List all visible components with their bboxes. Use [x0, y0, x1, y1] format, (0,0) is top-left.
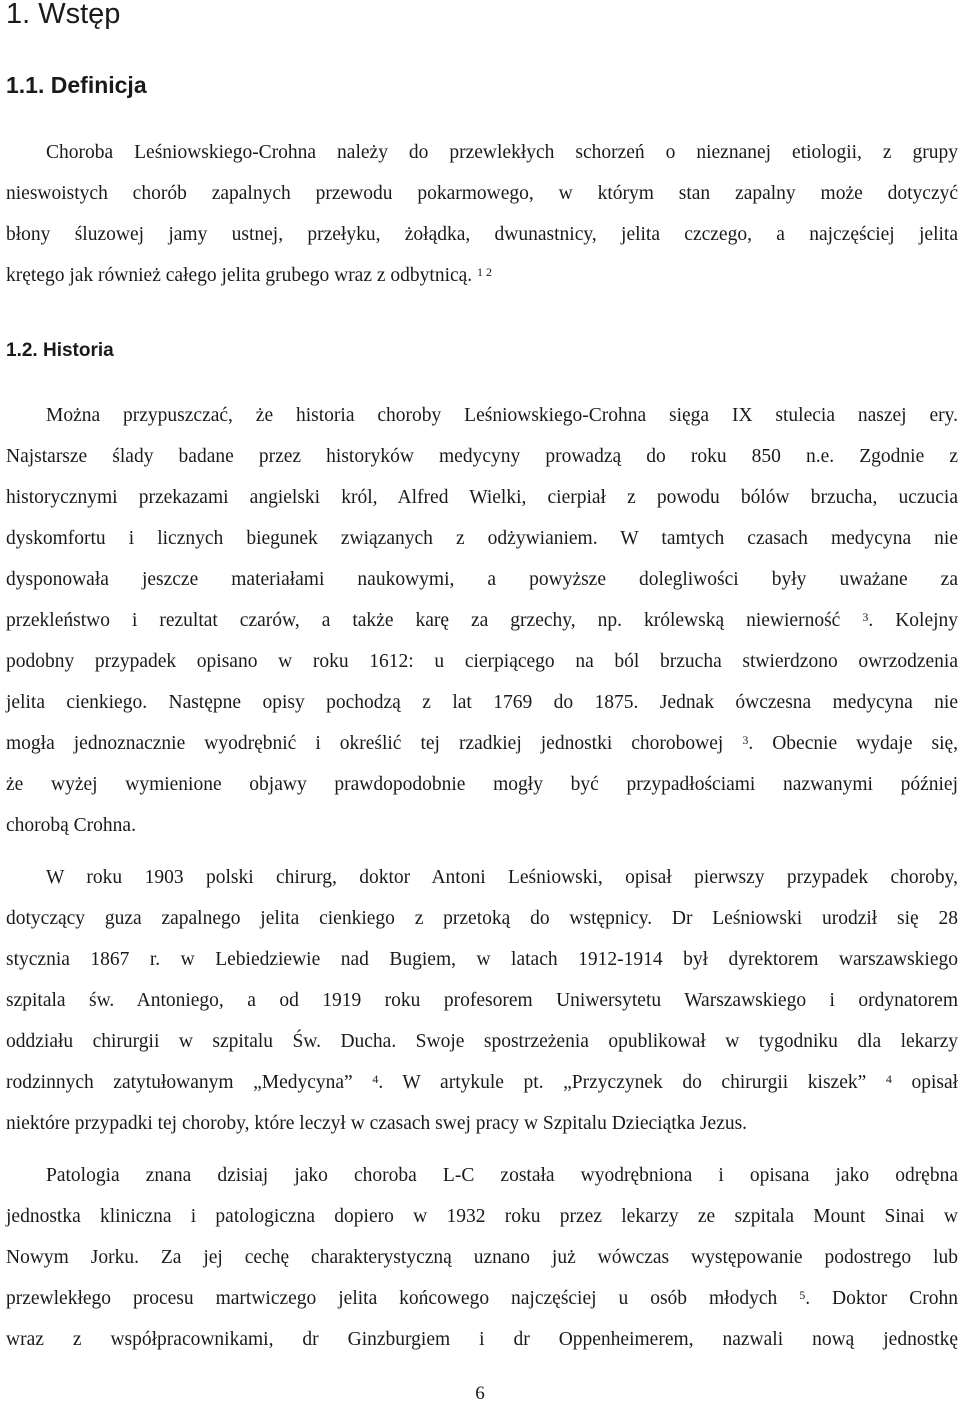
paragraph-line: krętego jak również całego jelita grubego wraz z odbytnicą. $^{1 2}$	[6, 265, 493, 286]
paragraph-line: rodzinnych zatytułowanym „Medycyna” $^4$. W artykule pt. „Przyczynek do chirurgii kiszek” $^4$ opisał	[6, 1072, 959, 1093]
paragraph-line: oddziału chirurgii w szpitalu Św. Ducha. Swoje spostrzeżenia opublikował w tygodniku dla lekarzy	[6, 1031, 958, 1052]
paragraph-line: że wyżej wymienione objawy prawdopodobnie mogły być przypadłościami nazwanymi później	[6, 774, 958, 795]
paragraph-line: stycznia 1867 r. w Lebiedziewie nad Bugiem, w latach 1912-1914 był dyrektorem warszawskiego	[6, 949, 958, 970]
chapter-heading: 1. Wstęp	[6, 0, 121, 30]
paragraph-line: przekleństwo i rezultat czarów, a także karę za grzechy, np. królewską niewierność $^3$. Kolejny	[6, 610, 959, 631]
paragraph-line: historycznymi przekazami angielski król, Alfred Wielki, cierpiał z powodu bólów brzucha, uczucia	[6, 487, 958, 508]
paragraph-line: podobny przypadek opisano w roku 1612: u cierpiącego na ból brzucha stwierdzono owrzodzenia	[6, 651, 958, 672]
section-heading-definition: 1.1. Definicja	[6, 72, 147, 98]
paragraph-line: dotyczący guza zapalnego jelita cienkiego z przetoką do wstępnicy. Dr Leśniowski urodził się 28	[6, 908, 958, 929]
paragraph-line: wraz z współpracownikami, dr Ginzburgiem i dr Oppenheimerem, nazwali nową jednostkę	[6, 1329, 958, 1350]
paragraph-line: szpitala św. Antoniego, a od 1919 roku profesorem Uniwersytetu Warszawskiego i ordynatorem	[6, 990, 958, 1011]
paragraph-line: przewlekłego procesu martwiczego jelita końcowego najczęściej u osób młodych $^5$. Doktor Crohn	[6, 1288, 958, 1309]
footnote-ref: 4	[372, 1072, 379, 1086]
paragraph-line: jelita cienkiego. Następne opisy pochodzą z lat 1769 do 1875. Jednak ówczesna medycyna nie	[6, 692, 958, 713]
section-heading-history: 1.2. Historia	[6, 340, 114, 361]
footnote-ref: 1 2	[477, 265, 493, 279]
paragraph-line: chorobą Crohna.	[6, 815, 136, 836]
paragraph-line: dysponowała jeszcze materiałami naukowymi, a powyższe dolegliwości były uważane za	[6, 569, 958, 590]
paragraph-line: Patologia znana dzisiaj jako choroba L-C została wyodrębniona i opisana jako odrębna	[46, 1165, 958, 1186]
paragraph-line: Najstarsze ślady badane przez historyków medycyny prowadzą do roku 850 n.e. Zgodnie z	[6, 446, 958, 467]
page-number: 6	[475, 1383, 485, 1404]
paragraph-line: Można przypuszczać, że historia choroby Leśniowskiego-Crohna sięga IX stulecia naszej ery.	[46, 405, 958, 426]
paragraph-line: W roku 1903 polski chirurg, doktor Antoni Leśniowski, opisał pierwszy przypadek choroby,	[46, 867, 958, 888]
footnote-ref: 5	[799, 1288, 806, 1302]
paragraph-line: niektóre przypadki tej choroby, które leczył w czasach swej pracy w Szpitalu Dzieciątka Jezus.	[6, 1113, 748, 1134]
paragraph-line: Nowym Jorku. Za jej cechę charakterystyczną uznano już wówczas występowanie podostrego lub	[6, 1247, 958, 1268]
paragraph-line: jednostka kliniczna i patologiczna dopiero w 1932 roku przez lekarzy ze szpitala Mount Sinai w	[6, 1206, 958, 1227]
footnote-ref: 4	[885, 1072, 892, 1086]
paragraph-line: dyskomfortu i licznych biegunek związanych z odżywianiem. W tamtych czasach medycyna nie	[6, 528, 958, 549]
footnote-ref: 3	[862, 610, 869, 624]
footnote-ref: 3	[742, 733, 749, 747]
paragraph-line: błony śluzowej jamy ustnej, przełyku, żołądka, dwunastnicy, jelita czczego, a najczęściej jelita	[6, 224, 958, 245]
paragraph-line: mogła jednoznacznie wyodrębnić i określić tej rzadkiej jednostki chorobowej $^3$. Obecnie wydaje się,	[6, 733, 959, 754]
paragraph-line: nieswoistych chorób zapalnych przewodu pokarmowego, w którym stan zapalny może dotyczyć	[6, 183, 958, 204]
paragraph-line: Choroba Leśniowskiego-Crohna należy do przewlekłych schorzeń o nieznanej etiologii, z grupy	[46, 142, 958, 163]
